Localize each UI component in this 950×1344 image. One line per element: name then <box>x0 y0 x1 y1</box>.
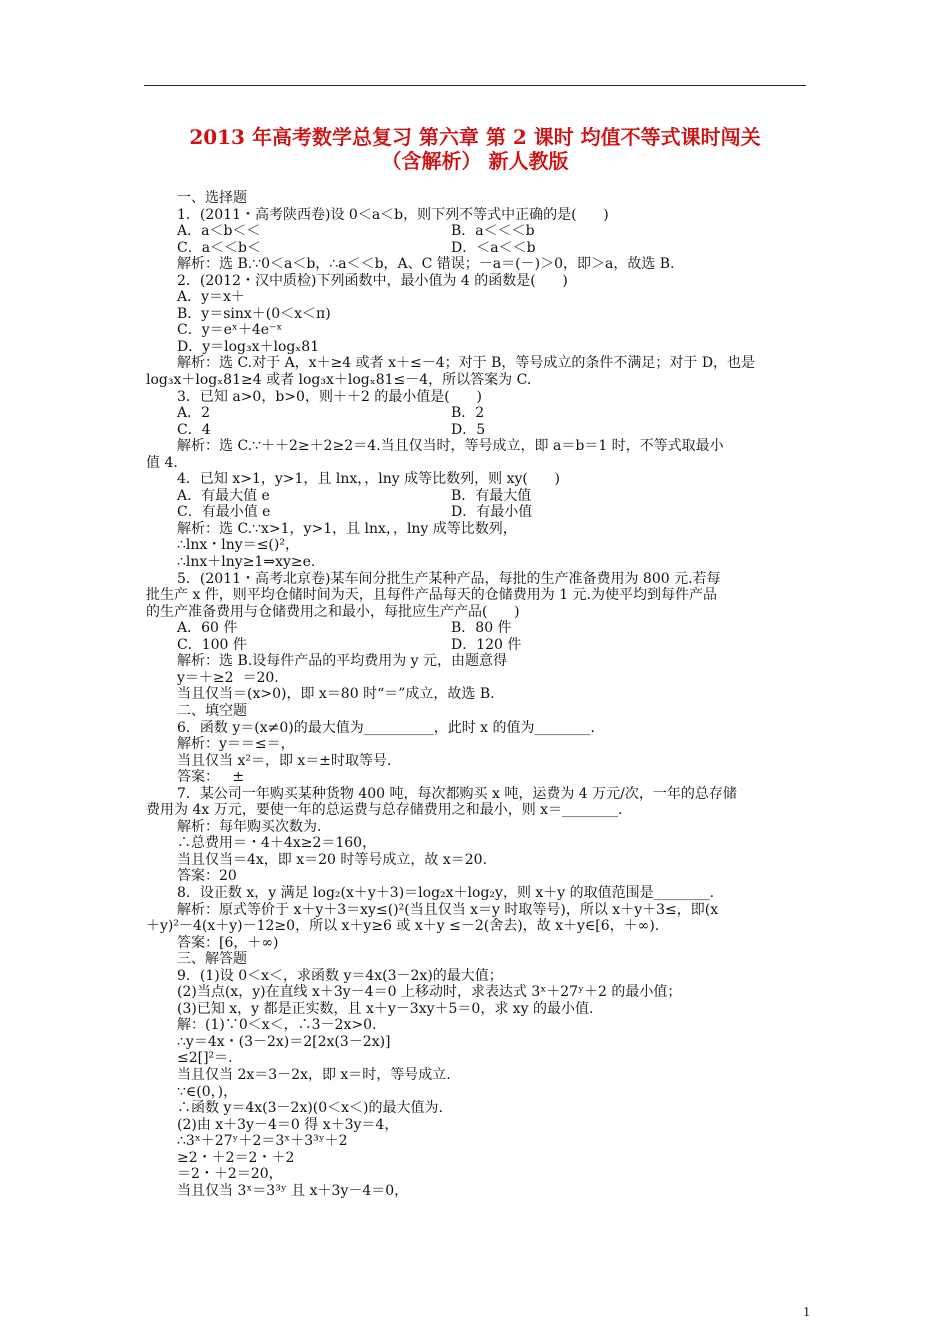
text-line: ＝2・＋2＝20， <box>177 1166 283 1183</box>
option-row <box>177 240 807 257</box>
text-line: (2)当点(x，y)在直线 x＋3y－4＝0 上移动时，求表达式 3ˣ＋27ʸ＋2 的最小值； <box>177 984 682 1001</box>
option-left: A．有最大值 e <box>177 487 270 504</box>
text-line: 答案： ± <box>177 769 245 786</box>
text-line: (3)已知 x，y 都是正实数，且 x＋y－3xy＋5＝0，求 xy 的最小值. <box>177 1000 594 1017</box>
option-row <box>177 405 807 422</box>
text-line: 8．设正数 x，y 满足 log₂(x＋y＋3)＝log₂x＋log₂y，则 x＋y 的取值范围是________. <box>177 884 715 901</box>
text-line: ∴lnx・lny＝≤()²， <box>177 537 299 554</box>
text-line: 5．(2011・高考北京卷)某车间分批生产某种产品，每批的生产准备费用为 800 元.若每 <box>177 570 721 587</box>
text-line: 解析：选 B.∵0＜a＜b，∴a＜＜b，A、C 错误；－a＝(－)＞0，即＞a，故选 B. <box>177 256 675 273</box>
text-line: ∴lnx＋lny≥1⇒xy≥e. <box>177 554 316 571</box>
header-rule <box>144 85 806 86</box>
option-row <box>177 637 807 654</box>
option-row <box>177 422 807 439</box>
text-line: 解析：选 C.∵＋＋2≥＋2≥2＝4.当且仅当时，等号成立，即 a＝b＝1 时，不等式取最小 <box>177 438 724 455</box>
text-line: 费用为 4x 万元，要使一年的总运费与总存储费用之和最小，则 x＝________. <box>146 802 623 819</box>
option-right: B．a＜＜＜b <box>451 223 535 240</box>
option-row <box>177 223 807 240</box>
text-line: 当且仅当＝(x>0)，即 x＝80 时“＝”成立，故选 B. <box>177 686 495 703</box>
text-line: 2．(2012・汉中质检)下列函数中，最小值为 4 的函数是( ) <box>177 272 568 289</box>
text-line: log₃x＋logₓ81≥4 或者 log₃x＋logₓ81≤－4，所以答案为 C. <box>146 372 532 389</box>
option-left: A．2 <box>177 405 211 422</box>
text-line: A．y＝x＋ <box>177 289 245 306</box>
text-line: ∴3ˣ＋27ʸ＋2＝3ˣ＋3³ʸ＋2 <box>177 1133 348 1150</box>
text-line: 的生产准备费用与仓储费用之和最小，每批应生产产品( ) <box>146 603 520 620</box>
option-left: A．60 件 <box>177 620 238 637</box>
text-line: ≥2・＋2＝2・＋2 <box>177 1149 295 1166</box>
text-line: 4．已知 x>1，y>1，且 lnx，，lny 成等比数列，则 xy( ) <box>177 471 561 488</box>
option-left: C．a＜＜b＜ <box>177 239 262 256</box>
option-right: D．5 <box>451 421 486 438</box>
text-line: 答案：20 <box>177 868 237 885</box>
option-right: D．120 件 <box>451 636 522 653</box>
text-line: 9．(1)设 0＜x＜，求函数 y＝4x(3－2x)的最大值； <box>177 967 503 984</box>
text-line: 一、选择题 <box>177 190 247 206</box>
text-line: 7．某公司一年购买某种货物 400 吨，每次都购买 x 吨，运费为 4 万元/次，一年的总存储 <box>177 785 737 802</box>
text-line: (2)由 x＋3y－4＝0 得 x＋3y＝4， <box>177 1116 399 1133</box>
text-line: 解析：选 C.∵x>1，y>1，且 lnx，，lny 成等比数列， <box>177 520 517 537</box>
text-line: 解析：选 B.设每件产品的平均费用为 y 元，由题意得 <box>177 653 507 670</box>
text-line: ＋y)²－4(x＋y)－12≥0，所以 x＋y≥6 或 x＋y ≤－2(舍去)，故 x＋y∈[6，＋∞). <box>146 918 660 935</box>
text-line: ∴总费用＝・4＋4x≥2＝160， <box>177 835 377 852</box>
text-line: 6．函数 y＝(x≠0)的最大值为__________，此时 x 的值为________. <box>177 719 595 736</box>
document-body <box>146 190 807 1199</box>
text-line: 解析：原式等价于 x＋y＋3＝xy≤()²(当且仅当 x＝y 时取等号)，所以 x＋y＋3≤，即(x <box>177 901 719 918</box>
text-line: ∴函数 y＝4x(3－2x)(0＜x＜)的最大值为. <box>177 1100 443 1117</box>
text-line: 当且仅当 2x＝3－2x，即 x＝时，等号成立. <box>177 1066 451 1083</box>
text-line: 解：(1)∵0＜x＜，∴3－2x>0. <box>177 1017 377 1034</box>
text-line: ∵∈(0，)， <box>177 1083 238 1100</box>
text-line: 值 4. <box>146 454 178 471</box>
text-line: 答案：[6，＋∞) <box>177 934 279 951</box>
text-line: 当且仅当 3ˣ＝3³ʸ 且 x＋3y－4＝0， <box>177 1182 409 1199</box>
text-line: D．y＝log₃x＋logₓ81 <box>177 338 320 355</box>
option-left: A．a＜b＜＜ <box>177 223 261 240</box>
option-left: C．100 件 <box>177 636 247 653</box>
text-line: ∴y＝4x・(3－2x)＝2[2x(3－2x)] <box>177 1033 391 1050</box>
option-left: C．有最小值 e <box>177 504 271 521</box>
document-title-line2: （含解析） 新人教版 <box>381 149 569 173</box>
text-line: ≤2[]²＝. <box>177 1050 233 1067</box>
text-line: 三、解答题 <box>177 951 247 968</box>
text-line: 二、填空题 <box>177 702 247 719</box>
text-line: C．y＝eˣ＋4e⁻ˣ <box>177 322 283 339</box>
text-line: 解析：选 C.对于 A，x＋≥4 或者 x＋≤－4；对于 B，等号成立的条件不满足；对于 D，也是 <box>177 355 756 372</box>
document-title-line1: 2013 年高考数学总复习 第六章 第 2 课时 均值不等式课时闯关 <box>189 125 761 149</box>
option-row <box>177 620 807 637</box>
option-right: B．2 <box>451 405 485 422</box>
text-line: 当且仅当＝4x，即 x＝20 时等号成立，故 x＝20. <box>177 851 488 868</box>
text-line: 解析：每年购买次数为. <box>177 818 322 835</box>
text-line: 批生产 x 件，则平均仓储时间为天，且每件产品每天的仓储费用为 1 元.为使平均到每件产品 <box>146 587 718 604</box>
page-number: 1 <box>803 1305 810 1320</box>
text-line: 当且仅当 x²＝，即 x＝±时取等号. <box>177 752 392 769</box>
option-row <box>177 504 807 521</box>
text-line: 解析：y＝＝≤＝， <box>177 736 295 753</box>
text-line: 3．已知 a>0，b>0，则＋＋2 的最小值是( ) <box>177 388 482 405</box>
option-right: D．有最小值 <box>451 504 533 521</box>
text-line: y＝＋≥2 ＝20. <box>177 669 279 686</box>
option-left: C．4 <box>177 421 211 438</box>
text-line: B．y＝sinx＋(0＜x＜π) <box>177 305 331 322</box>
option-right: B．80 件 <box>451 620 512 637</box>
option-row <box>177 488 807 505</box>
text-line: 1．(2011・高考陕西卷)设 0＜a＜b，则下列不等式中正确的是( ) <box>177 206 609 223</box>
option-right: B．有最大值 <box>451 487 532 504</box>
option-right: D．＜a＜＜b <box>451 239 536 256</box>
